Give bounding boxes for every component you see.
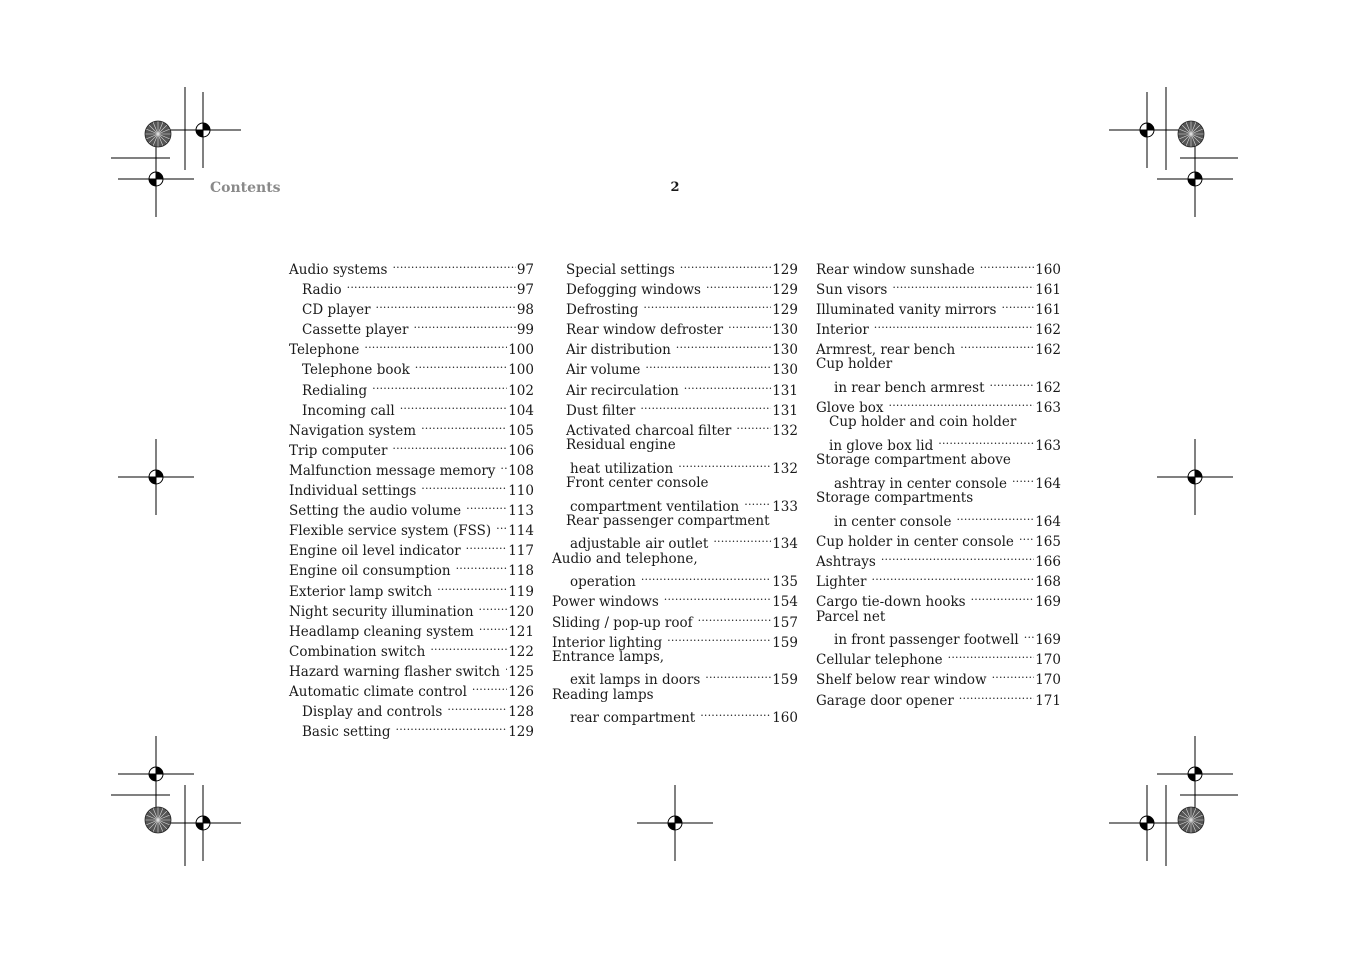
toc-entry[interactable] bbox=[552, 276, 798, 299]
toc-page-number: 104 bbox=[508, 402, 534, 419]
toc-entry-text: Cellular telephone bbox=[816, 652, 943, 669]
toc-page-number: 170 bbox=[1035, 652, 1061, 669]
toc-entry[interactable] bbox=[289, 638, 534, 658]
section-title: Contents bbox=[210, 180, 281, 196]
leader-dots bbox=[479, 598, 508, 616]
toc-page-number: 108 bbox=[508, 462, 534, 479]
leader-dots bbox=[874, 316, 1034, 334]
leader-dots bbox=[713, 530, 771, 548]
leader-dots bbox=[479, 618, 507, 636]
leader-dots bbox=[472, 678, 507, 696]
toc-page-number: 161 bbox=[1035, 282, 1061, 299]
toc-entry[interactable] bbox=[552, 296, 798, 319]
toc-entry-text: Cassette player bbox=[302, 322, 409, 339]
leader-dots bbox=[396, 718, 508, 736]
toc-entry[interactable] bbox=[289, 296, 534, 319]
leader-dots bbox=[456, 557, 508, 575]
leader-dots bbox=[640, 397, 771, 415]
toc-entry[interactable] bbox=[289, 678, 534, 698]
toc-page-number: 122 bbox=[508, 643, 534, 660]
toc-page-number: 119 bbox=[508, 583, 534, 600]
toc-page-number: 125 bbox=[508, 663, 534, 680]
toc-entry[interactable] bbox=[289, 336, 534, 359]
toc-entry[interactable] bbox=[289, 256, 534, 276]
toc-page-number: 168 bbox=[1035, 574, 1061, 591]
toc-entry-text: Dust filter bbox=[566, 402, 636, 419]
toc-entry[interactable] bbox=[552, 609, 798, 629]
toc-entry-text: Redialing bbox=[302, 382, 368, 399]
toc-page-number: 131 bbox=[772, 382, 798, 399]
leader-dots bbox=[678, 455, 771, 473]
toc-entry-text: Flexible service system (FSS) bbox=[289, 523, 492, 540]
leader-dots bbox=[680, 256, 771, 274]
leader-dots bbox=[676, 336, 771, 354]
leader-dots bbox=[641, 568, 771, 586]
toc-entry[interactable] bbox=[552, 686, 798, 727]
leader-dots bbox=[1012, 470, 1034, 488]
toc-entry-text: exit lamps in doors bbox=[570, 672, 701, 689]
toc-page-number: 169 bbox=[1035, 594, 1061, 611]
toc-entry-text: Cargo tie-down hooks bbox=[816, 594, 966, 611]
toc-entry-text: Shelf below rear window bbox=[816, 672, 987, 689]
toc-entry[interactable] bbox=[289, 537, 534, 560]
toc-entry-text: in rear bench armrest bbox=[834, 380, 985, 397]
toc-page-number: 110 bbox=[508, 483, 534, 500]
leader-dots bbox=[421, 477, 507, 495]
leader-dots bbox=[400, 397, 508, 415]
leader-dots bbox=[990, 374, 1035, 392]
toc-entry-text: Individual settings bbox=[289, 483, 417, 500]
toc-entry[interactable] bbox=[552, 648, 798, 689]
toc-page-number: 134 bbox=[772, 536, 798, 553]
toc-entry-text: Basic setting bbox=[302, 724, 391, 741]
toc-entry-text: Cup holder in center console bbox=[816, 534, 1014, 551]
leader-dots bbox=[948, 646, 1035, 664]
toc-entry-text: Illuminated vanity mirrors bbox=[816, 302, 997, 319]
toc-entry-text: Rear window defroster bbox=[566, 322, 724, 339]
toc-entry[interactable] bbox=[816, 608, 1061, 649]
toc-entry-text: Setting the audio volume bbox=[289, 503, 462, 520]
toc-page-number: 164 bbox=[1035, 514, 1061, 531]
leader-dots bbox=[447, 698, 507, 716]
toc-entry-text: Garage door opener bbox=[816, 692, 954, 709]
toc-entry[interactable] bbox=[289, 477, 534, 500]
toc-entry[interactable] bbox=[289, 316, 534, 339]
toc-page-number: 120 bbox=[508, 603, 534, 620]
toc-entry-text: Armrest, rear bench bbox=[816, 342, 956, 359]
toc-entry-text: Cup holder bbox=[816, 356, 893, 373]
toc-entry[interactable] bbox=[552, 417, 798, 437]
toc-page-number: 117 bbox=[508, 543, 534, 560]
toc-entry-text: Activated charcoal filter bbox=[566, 422, 732, 439]
toc-page-number: 166 bbox=[1035, 554, 1061, 571]
toc-entry-text: Rear passenger compartment bbox=[566, 512, 770, 529]
toc-entry[interactable] bbox=[289, 698, 534, 721]
toc-page-number: 99 bbox=[516, 322, 534, 339]
toc-entry-text: Navigation system bbox=[289, 422, 417, 439]
toc-entry-text: Power windows bbox=[552, 594, 659, 611]
toc-entry[interactable] bbox=[552, 256, 798, 276]
leader-dots bbox=[872, 568, 1035, 586]
toc-page-number: 118 bbox=[508, 563, 534, 580]
toc-page-number: 133 bbox=[772, 498, 798, 515]
toc-page-number: 132 bbox=[772, 422, 798, 439]
toc-entry-text: heat utilization bbox=[570, 460, 674, 477]
toc-page-number: 162 bbox=[1035, 380, 1061, 397]
toc-entry[interactable] bbox=[289, 658, 534, 678]
toc-entry[interactable] bbox=[816, 687, 1061, 707]
toc-entry-text: Lighter bbox=[816, 574, 867, 591]
toc-page-number: 160 bbox=[772, 710, 798, 727]
toc-entry[interactable] bbox=[816, 490, 1061, 531]
toc-page-number: 128 bbox=[508, 704, 534, 721]
toc-page-number: 130 bbox=[772, 322, 798, 339]
page-number: 2 bbox=[670, 180, 680, 195]
toc-entry-text: Telephone book bbox=[302, 362, 410, 379]
toc-entry-text: Engine oil level indicator bbox=[289, 543, 461, 560]
toc-page-number: 97 bbox=[516, 282, 534, 299]
toc-entry[interactable] bbox=[552, 316, 798, 339]
toc-entry-text: Glove box bbox=[816, 400, 884, 417]
toc-entry-text: Air distribution bbox=[566, 342, 671, 359]
leader-dots bbox=[881, 548, 1034, 566]
toc-page-number: 162 bbox=[1035, 342, 1061, 359]
toc-page-number: 126 bbox=[508, 683, 534, 700]
leader-dots bbox=[992, 666, 1035, 684]
toc-entry[interactable] bbox=[816, 356, 1061, 397]
toc-entry-text: rear compartment bbox=[570, 710, 696, 727]
toc-entry-text: Reading lamps bbox=[552, 686, 654, 703]
toc-entry-text: Air volume bbox=[566, 362, 641, 379]
leader-dots bbox=[980, 256, 1034, 274]
toc-page-number: 159 bbox=[772, 672, 798, 689]
toc-entry-text: CD player bbox=[302, 302, 371, 319]
toc-entry[interactable] bbox=[289, 377, 534, 397]
leader-dots bbox=[667, 629, 771, 647]
toc-entry-text: adjustable air outlet bbox=[570, 536, 709, 553]
toc-entry-text: Audio and telephone, bbox=[552, 550, 698, 567]
leader-dots bbox=[421, 417, 507, 435]
toc-entry-text: ashtray in center console bbox=[834, 476, 1007, 493]
leader-dots bbox=[505, 658, 507, 676]
toc-entry-text: Engine oil consumption bbox=[289, 563, 451, 580]
toc-entry-text: Interior lighting bbox=[552, 634, 663, 651]
toc-entry[interactable] bbox=[816, 276, 1061, 299]
leader-dots bbox=[347, 276, 516, 294]
toc-page-number: 129 bbox=[772, 282, 798, 299]
toc-page-number: 159 bbox=[772, 634, 798, 651]
toc-page-number: 163 bbox=[1035, 400, 1061, 417]
toc-page-number: 105 bbox=[508, 422, 534, 439]
toc-entry[interactable] bbox=[552, 377, 798, 397]
toc-entry-text: Exterior lamp switch bbox=[289, 583, 433, 600]
toc-page-number: 98 bbox=[516, 302, 534, 319]
toc-entry[interactable] bbox=[289, 557, 534, 580]
leader-dots bbox=[938, 432, 1034, 450]
toc-entry[interactable] bbox=[552, 629, 798, 649]
toc-page-number: 129 bbox=[772, 262, 798, 278]
toc-entry-text: Entrance lamps, bbox=[552, 648, 665, 665]
toc-page-number: 154 bbox=[772, 594, 798, 611]
toc-page-number: 97 bbox=[516, 262, 534, 278]
toc-entry[interactable] bbox=[816, 568, 1061, 591]
toc-page-number: 163 bbox=[1035, 438, 1061, 455]
leader-dots bbox=[392, 437, 507, 455]
toc-column-3 bbox=[816, 256, 1061, 707]
toc-entry-text: Display and controls bbox=[302, 704, 443, 721]
leader-dots bbox=[971, 588, 1035, 606]
leader-dots bbox=[643, 296, 771, 314]
toc-page-number: 132 bbox=[772, 460, 798, 477]
toc-entry-text: Defrosting bbox=[566, 302, 639, 319]
toc-entry-text: in front passenger footwell bbox=[834, 632, 1019, 649]
toc-page-number: 170 bbox=[1035, 672, 1061, 689]
toc-entry-text: Headlamp cleaning system bbox=[289, 623, 474, 640]
toc-entry-text: Automatic climate control bbox=[289, 683, 467, 700]
leader-dots bbox=[744, 493, 771, 511]
leader-dots bbox=[372, 377, 507, 395]
toc-entry[interactable] bbox=[816, 256, 1061, 276]
toc-page-number: 106 bbox=[508, 442, 534, 459]
toc-entry[interactable] bbox=[289, 356, 534, 379]
leader-dots bbox=[430, 638, 507, 656]
toc-entry[interactable] bbox=[552, 397, 798, 417]
toc-entry[interactable] bbox=[289, 718, 534, 741]
toc-column-1 bbox=[289, 256, 534, 741]
toc-entry[interactable] bbox=[289, 397, 534, 417]
toc-entry[interactable] bbox=[289, 457, 534, 477]
toc-page-number: 164 bbox=[1035, 476, 1061, 493]
toc-entry-text: Combination switch bbox=[289, 643, 426, 660]
toc-page-number: 161 bbox=[1035, 302, 1061, 319]
leader-dots bbox=[1019, 528, 1034, 546]
toc-page-number: 157 bbox=[772, 614, 798, 631]
leader-dots bbox=[496, 517, 507, 535]
toc-entry[interactable] bbox=[816, 548, 1061, 571]
toc-entry[interactable] bbox=[552, 356, 798, 379]
toc-entry[interactable] bbox=[816, 296, 1061, 319]
leader-dots bbox=[392, 256, 515, 274]
toc-page-number: 114 bbox=[508, 523, 534, 540]
toc-entry-text: Front center console bbox=[566, 474, 709, 491]
toc-entry-text: Night security illumination bbox=[289, 603, 474, 620]
toc-entry-text: Special settings bbox=[566, 262, 675, 278]
toc-page-number: 129 bbox=[772, 302, 798, 319]
toc-entry[interactable] bbox=[289, 598, 534, 618]
toc-page-number: 171 bbox=[1035, 692, 1061, 709]
toc-entry-text: Air recirculation bbox=[566, 382, 679, 399]
toc-entry-text: in glove box lid bbox=[829, 438, 934, 455]
leader-dots bbox=[500, 457, 507, 475]
toc-entry-text: operation bbox=[570, 574, 636, 591]
toc-entry-text: Malfunction message memory bbox=[289, 462, 496, 479]
leader-dots bbox=[415, 356, 507, 374]
toc-entry-text: Telephone bbox=[289, 342, 360, 359]
toc-entry[interactable] bbox=[289, 618, 534, 638]
leader-dots bbox=[700, 704, 771, 722]
toc-entry-text: in center console bbox=[834, 514, 952, 531]
toc-page-number: 131 bbox=[772, 402, 798, 419]
toc-column-2 bbox=[552, 256, 798, 727]
leader-dots bbox=[736, 417, 771, 435]
leader-dots bbox=[698, 609, 772, 627]
toc-entry[interactable] bbox=[552, 436, 798, 477]
toc-entry[interactable] bbox=[289, 417, 534, 437]
toc-entry[interactable] bbox=[816, 414, 1061, 455]
toc-entry[interactable] bbox=[816, 452, 1061, 493]
toc-entry-text: Ashtrays bbox=[816, 554, 876, 571]
leader-dots bbox=[437, 578, 507, 596]
toc-page-number: 121 bbox=[508, 623, 534, 640]
toc-entry-text: Storage compartments bbox=[816, 490, 974, 507]
toc-entry[interactable] bbox=[816, 666, 1061, 689]
leader-dots bbox=[413, 316, 515, 334]
toc-page-number: 135 bbox=[772, 574, 798, 591]
leader-dots bbox=[889, 394, 1035, 412]
toc-entry-text: compartment ventilation bbox=[570, 498, 740, 515]
toc-page-number: 130 bbox=[772, 362, 798, 379]
leader-dots bbox=[1024, 626, 1034, 644]
leader-dots bbox=[728, 316, 771, 334]
leader-dots bbox=[664, 588, 771, 606]
toc-entry-text: Sliding / pop-up roof bbox=[552, 614, 693, 631]
toc-entry-text: Parcel net bbox=[816, 608, 886, 625]
leader-dots bbox=[376, 296, 516, 314]
toc-entry-text: Radio bbox=[302, 282, 342, 299]
leader-dots bbox=[466, 537, 508, 555]
toc-page-number: 160 bbox=[1035, 262, 1061, 278]
toc-entry[interactable] bbox=[289, 276, 534, 299]
toc-entry-text: Storage compartment above bbox=[816, 452, 1011, 469]
toc-entry[interactable] bbox=[816, 336, 1061, 359]
toc-entry-text: Rear window sunshade bbox=[816, 262, 975, 278]
toc-page-number: 102 bbox=[508, 382, 534, 399]
toc-entry[interactable] bbox=[289, 578, 534, 598]
toc-entry-text: Hazard warning flasher switch bbox=[289, 663, 500, 680]
toc-entry[interactable] bbox=[289, 517, 534, 540]
leader-dots bbox=[705, 666, 771, 684]
toc-entry[interactable] bbox=[552, 512, 798, 553]
toc-entry[interactable] bbox=[552, 474, 798, 515]
toc-page-number: 162 bbox=[1035, 322, 1061, 339]
toc-page-number: 130 bbox=[772, 342, 798, 359]
leader-dots bbox=[684, 377, 771, 395]
leader-dots bbox=[959, 687, 1034, 705]
leader-dots bbox=[706, 276, 771, 294]
toc-entry-text: Incoming call bbox=[302, 402, 395, 419]
leader-dots bbox=[364, 336, 507, 354]
toc-entry-text: Defogging windows bbox=[566, 282, 701, 299]
leader-dots bbox=[645, 356, 771, 374]
toc-entry[interactable] bbox=[552, 550, 798, 591]
toc-page-number: 113 bbox=[508, 503, 534, 520]
toc-entry[interactable] bbox=[816, 588, 1061, 611]
leader-dots bbox=[1001, 296, 1034, 314]
leader-dots bbox=[960, 336, 1034, 354]
toc-entry-text: Audio systems bbox=[289, 262, 388, 278]
toc-entry[interactable] bbox=[289, 437, 534, 457]
leader-dots bbox=[466, 497, 507, 515]
leader-dots bbox=[892, 276, 1034, 294]
toc-page-number: 100 bbox=[508, 362, 534, 379]
toc-entry[interactable] bbox=[289, 497, 534, 520]
toc-page-number: 169 bbox=[1035, 632, 1061, 649]
toc-page-number: 129 bbox=[508, 724, 534, 741]
toc-entry-text: Interior bbox=[816, 322, 869, 339]
toc-page-number: 100 bbox=[508, 342, 534, 359]
toc-entry-text: Sun visors bbox=[816, 282, 888, 299]
toc-entry[interactable] bbox=[552, 336, 798, 359]
leader-dots bbox=[956, 508, 1034, 526]
toc-entry-text: Cup holder and coin holder bbox=[829, 414, 1017, 431]
toc-entry[interactable] bbox=[816, 316, 1061, 339]
toc-entry-text: Trip computer bbox=[289, 442, 388, 459]
toc-entry-text: Residual engine bbox=[566, 436, 676, 453]
toc-page-number: 165 bbox=[1035, 534, 1061, 551]
